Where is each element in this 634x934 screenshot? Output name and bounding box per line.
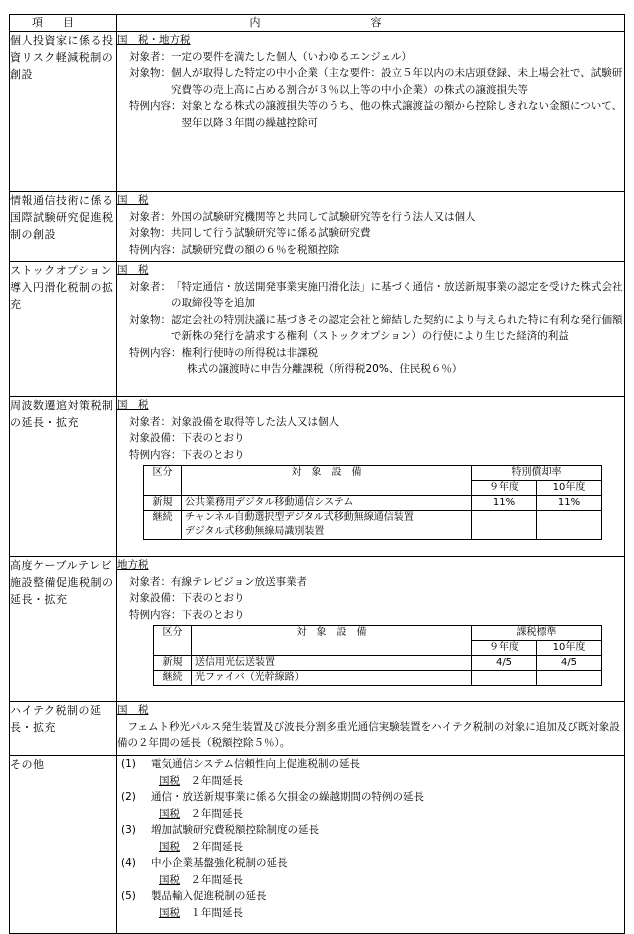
detail-line: 対象者： 「特定通信・放送開発事業実施円滑化法」に基づく通信・放送新規事業の認定を受けた株式会社の取締役等を追加 bbox=[129, 280, 623, 309]
cell-equipment: 送信用光伝送装置 bbox=[192, 656, 472, 671]
tax-type: 国 税 bbox=[117, 264, 149, 276]
col-header-year9: ９年度 bbox=[472, 481, 537, 496]
header-item: 項目 bbox=[10, 15, 117, 32]
cell-equipment: チャンネル自動選択型デジタル式移動無線通信装置 デジタル式移動無線局識別装置 bbox=[182, 511, 472, 540]
table-row bbox=[10, 32, 625, 192]
detail-line: 対象設備： 下表のとおり bbox=[129, 432, 245, 444]
cell-value: 4/5 bbox=[472, 656, 537, 671]
row-label: ハイテク税制の延長・拡充 bbox=[10, 702, 117, 756]
table-row bbox=[144, 511, 602, 540]
cell-value bbox=[537, 511, 602, 540]
cell-value bbox=[537, 671, 602, 686]
tax-type: 国 税・地方税 bbox=[117, 34, 191, 46]
cell-value bbox=[472, 511, 537, 540]
table-row bbox=[10, 756, 625, 934]
detail-line: 特例内容： 試験研究費の額の６％を税額控除 bbox=[129, 243, 339, 256]
row-label: 周波数遷逭対策税制の延長・拡充 bbox=[10, 397, 117, 557]
table-row bbox=[10, 397, 625, 557]
cell-kubun: 継続 bbox=[154, 671, 192, 686]
tax-type: 国 税 bbox=[117, 704, 149, 716]
cell-value: 4/5 bbox=[537, 656, 602, 671]
cell-value: 11% bbox=[537, 496, 602, 511]
row-label: 情報通信技術に係る国際試験研究促進税制の創設 bbox=[10, 192, 117, 262]
tax-type: 国 税 bbox=[117, 194, 149, 206]
row-content bbox=[117, 557, 625, 702]
col-header-kubun: 区分 bbox=[144, 466, 182, 496]
detail-line: 対象物： 共同して行う試験研究等に係る試験研究費 bbox=[129, 227, 371, 239]
cell-kubun: 新規 bbox=[144, 496, 182, 511]
col-header-kubun: 区分 bbox=[154, 626, 192, 656]
detail-line: 対象者： 外国の試験研究機関等と共同して試験研究等を行う法人又は個人 bbox=[129, 210, 476, 223]
detail-line-extra: 株式の譲渡時に申告分離課税（所得税20%、住民税６％） bbox=[187, 363, 463, 375]
list-item: (5) 製品輸入促進税制の延長 bbox=[121, 890, 267, 902]
list-item: (4) 中小企業基盤強化税制の延長 bbox=[121, 857, 288, 869]
list-item: (1) 電気通信システム信頼性向上促進税制の延長 bbox=[121, 758, 360, 770]
row-label: ストックオプション導入円滑化税制の拡充 bbox=[10, 262, 117, 397]
detail-line: 対象物： 個人が取得した特定の中小企業（主な要件：設立５年以内の未店頭登録、未上場会社で、試験研究費等の売上高に占める割合が３％以上等の中小企業）の株式の譲渡損失等 bbox=[129, 67, 623, 96]
col-header-year9: ９年度 bbox=[472, 641, 537, 656]
detail-line: 対象者： 一定の要件を満たした個人（いわゆるエンジェル） bbox=[129, 50, 413, 63]
table-row bbox=[144, 496, 602, 511]
detail-line: 特例内容： 下表のとおり bbox=[129, 448, 245, 461]
col-header-rate: 特別償却率 bbox=[472, 466, 602, 481]
header-content: 内容 bbox=[117, 15, 625, 32]
col-header-year10: 10年度 bbox=[537, 481, 602, 496]
table-row bbox=[154, 671, 602, 686]
list-item-detail: 国税 ２年間延長 bbox=[159, 807, 243, 820]
table-row bbox=[10, 262, 625, 397]
tax-type: 国 税 bbox=[117, 399, 149, 411]
col-header-year10: 10年度 bbox=[537, 641, 602, 656]
row-content bbox=[117, 192, 625, 262]
cell-value: 11% bbox=[472, 496, 537, 511]
list-item-detail: 国税 １年間延長 bbox=[159, 906, 243, 919]
table-row bbox=[10, 702, 625, 756]
list-item-detail: 国税 ２年間延長 bbox=[159, 774, 243, 787]
tax-type: 地方税 bbox=[117, 559, 149, 571]
cell-equipment: 公共業務用デジタル移動通信システム bbox=[182, 496, 472, 511]
header-row bbox=[10, 15, 625, 32]
cell-value bbox=[472, 671, 537, 686]
cell-kubun: 新規 bbox=[154, 656, 192, 671]
col-header-equipment: 対 象 設 備 bbox=[192, 626, 472, 656]
cell-kubun: 継続 bbox=[144, 511, 182, 540]
row-label: その他 bbox=[10, 756, 117, 934]
col-header-standard: 課税標準 bbox=[472, 626, 602, 641]
equipment-table bbox=[153, 625, 602, 686]
row-content bbox=[117, 397, 625, 557]
row-label: 個人投資家に係る投資リスク軽減税制の創設 bbox=[10, 32, 117, 192]
table-row bbox=[154, 656, 602, 671]
table-row bbox=[10, 557, 625, 702]
list-item-detail: 国税 ２年間延長 bbox=[159, 873, 243, 886]
detail-line: 特例内容： 権利行使時の所得税は非課税 bbox=[129, 346, 318, 359]
col-header-equipment: 対 象 設 備 bbox=[182, 466, 472, 496]
row-content bbox=[117, 756, 625, 934]
row-label: 高度ケーブルテレビ施設整備促進税制の延長・拡充 bbox=[10, 557, 117, 702]
list-item: (2) 通信・放送新規事業に係る欠損金の繰越期間の特例の延長 bbox=[121, 791, 424, 803]
detail-line: 対象設備： 下表のとおり bbox=[129, 592, 245, 604]
list-item: (3) 増加試験研究費税額控除制度の延長 bbox=[121, 824, 319, 836]
row-content bbox=[117, 262, 625, 397]
equipment-table bbox=[143, 465, 602, 540]
row-content bbox=[117, 702, 625, 756]
detail-line: 対象者： 対象設備を取得等した法人又は個人 bbox=[129, 415, 339, 428]
detail-line: 特例内容： 下表のとおり bbox=[129, 608, 245, 621]
tax-measures-table bbox=[9, 14, 625, 934]
list-item-detail: 国税 ２年間延長 bbox=[159, 840, 243, 853]
table-row bbox=[10, 192, 625, 262]
detail-line: 対象者： 有線テレビジョン放送事業者 bbox=[129, 575, 308, 588]
detail-line: 特例内容： 対象となる株式の譲渡損失等のうち、他の株式譲渡益の額から控除しきれない金額について、翌年以降３年間の繰越控除可 bbox=[129, 100, 623, 129]
detail-line: 対象物： 認定会社の特別決議に基づきその認定会社と締結した契約により与えられた特に有利な発行価額で新株の発行を請求する権利（ストックオプション）の行使により生じた経済的利益 bbox=[129, 313, 623, 342]
row-content bbox=[117, 32, 625, 192]
detail-paragraph: フェムト秒光パルス発生装置及び波長分割多重光通信実験装置をハイテク税制の対象に追加及び既対象設備の２年間の延長（税額控除５％）。 bbox=[117, 720, 620, 749]
cell-equipment: 光ファイバ（光幹線路） bbox=[192, 671, 472, 686]
